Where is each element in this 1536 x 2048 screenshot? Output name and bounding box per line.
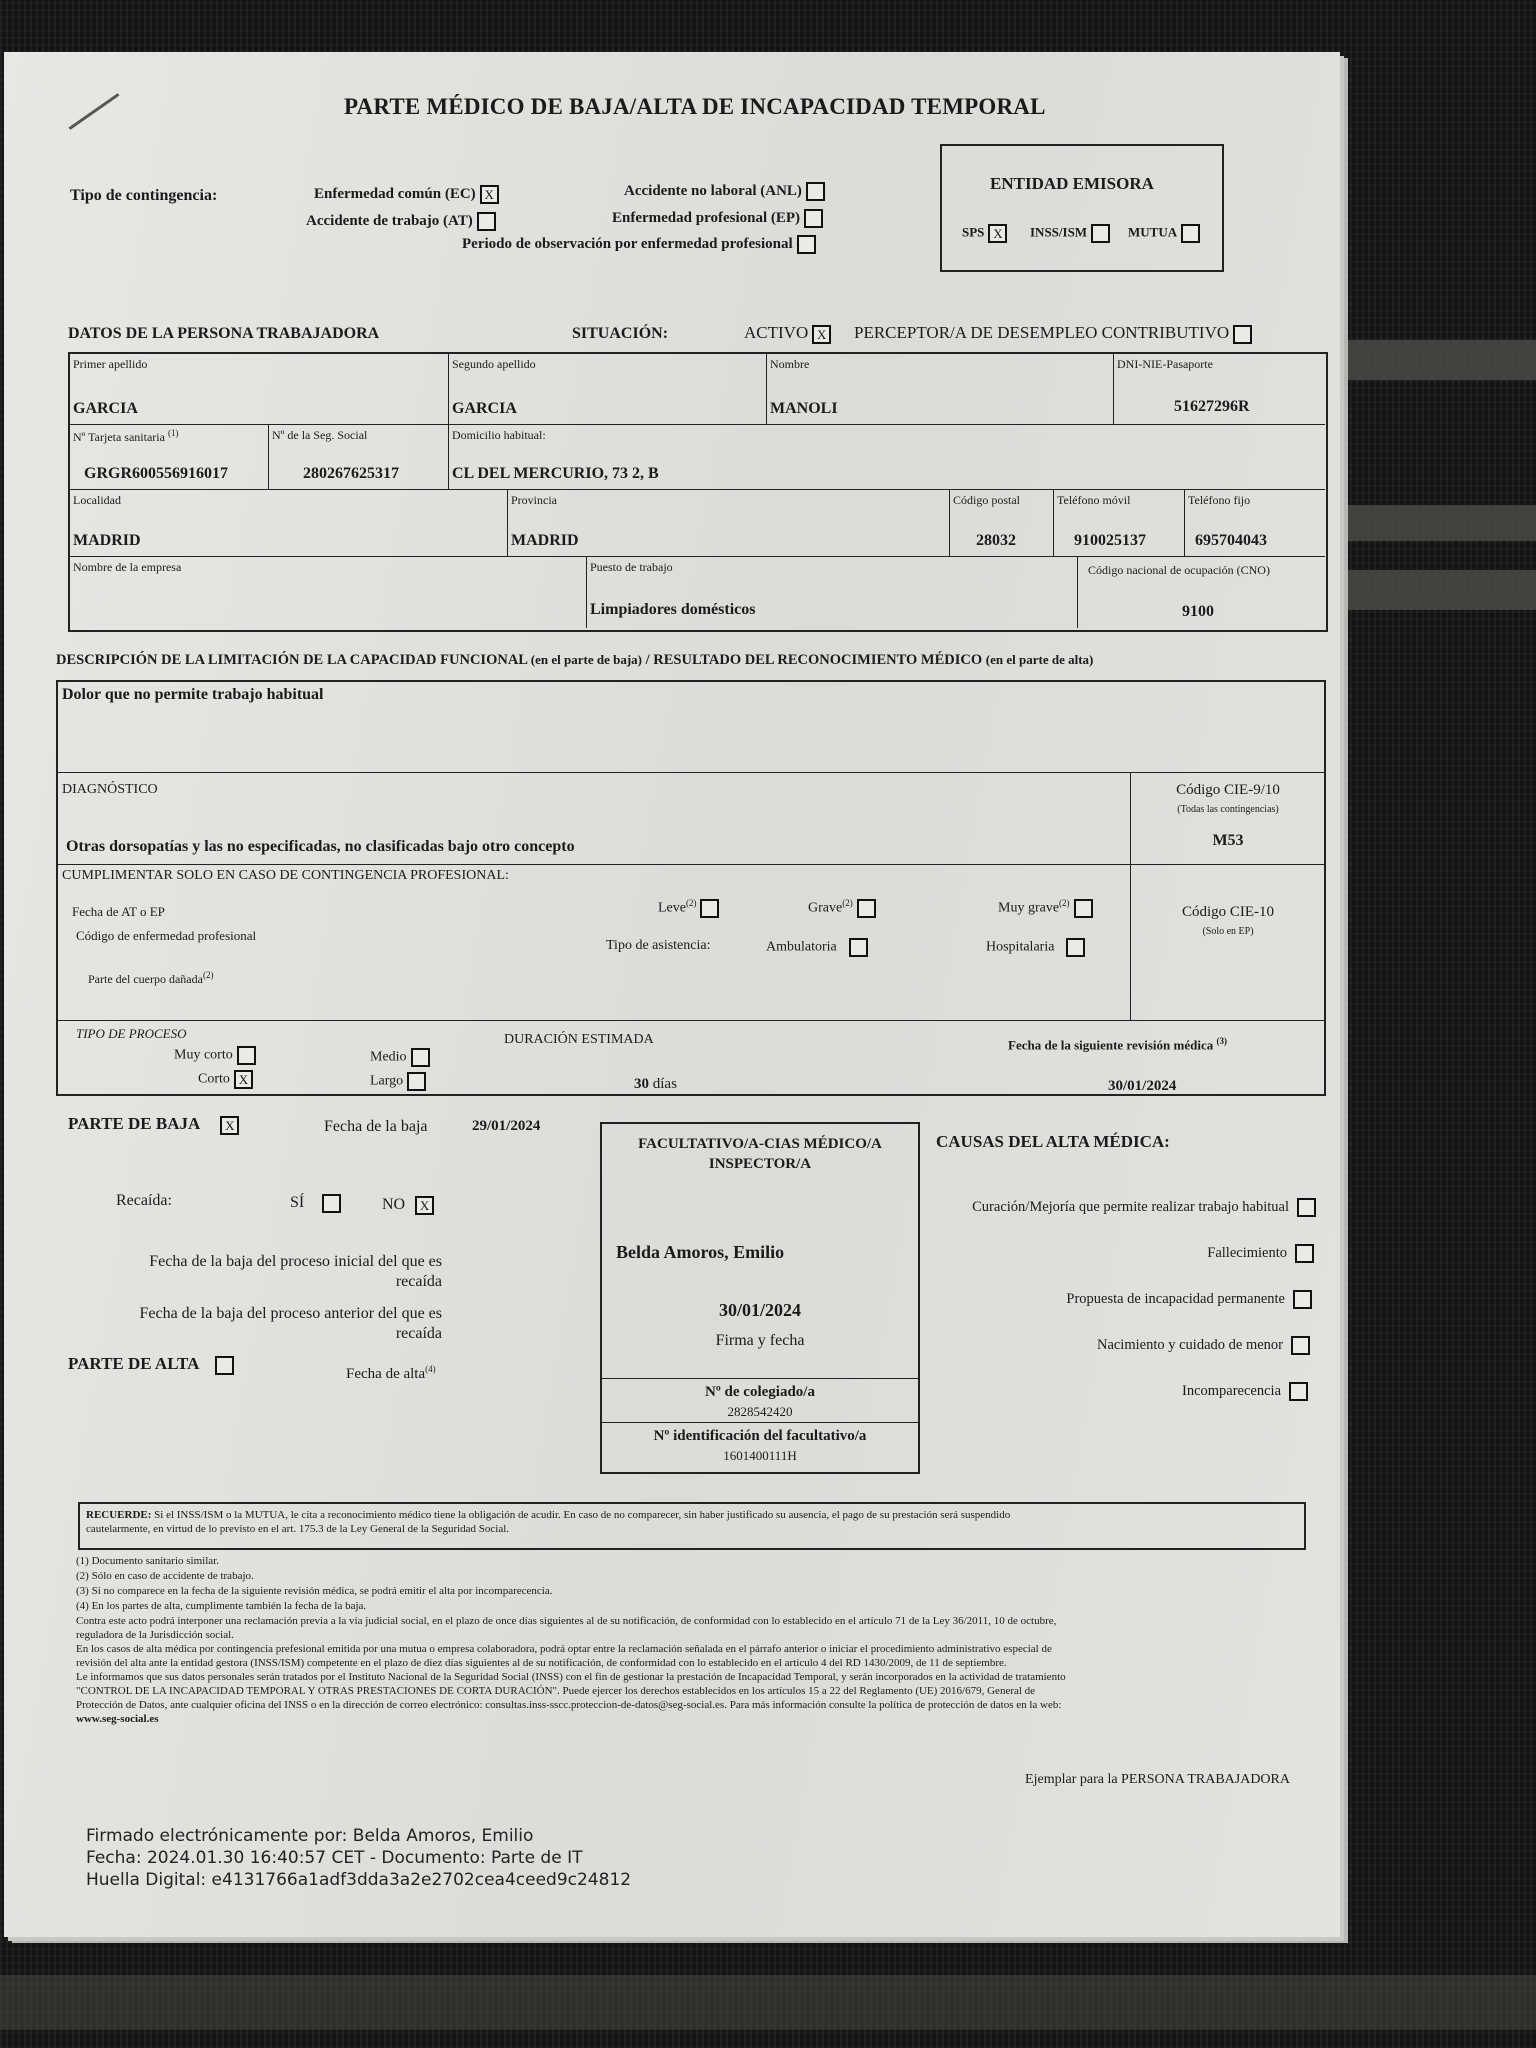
fecha-alta-label: Fecha de alta$^{(4)}$ [346, 1364, 436, 1382]
checkbox-at[interactable] [477, 212, 496, 231]
field-tarjeta-sanitaria: Nº Tarjeta sanitaria $^{(1)}$ GRGR600556916017 [70, 425, 269, 490]
field-dni: DNI-NIE-Pasaporte 51627296R [1114, 354, 1325, 425]
asistencia-ambulatoria[interactable]: Ambulatoria [766, 938, 868, 957]
checkbox-anl[interactable] [806, 182, 825, 201]
entidad-emisora-box [940, 144, 1224, 272]
diagnostico-label: DIAGNÓSTICO [62, 782, 158, 797]
footnote-3: (3) Si no comparece en la fecha de la siguiente revisión médica, se podrá emitir el alta por incomparecencia. [76, 1585, 553, 1597]
checkbox-parte-baja[interactable]: X [220, 1116, 239, 1135]
field-telefono-fijo: Teléfono fijo 695704043 [1185, 490, 1325, 557]
descripcion-title: DESCRIPCIÓN DE LA LIMITACIÓN DE LA CAPACIDAD FUNCIONAL (en el parte de baja) / RESULTADO DEL RECONOCIMIENTO MÉDICO (en el parte de alta) [56, 652, 1094, 668]
contingencia-ec[interactable]: Enfermedad común (EC) X [314, 185, 499, 204]
causa-curacion[interactable]: Curación/Mejoría que permite realizar trabajo habitual [972, 1198, 1316, 1217]
checkbox-incomparecencia[interactable] [1289, 1382, 1308, 1401]
web-link[interactable]: www.seg-social.es [76, 1713, 159, 1725]
contingencia-label: Tipo de contingencia: [70, 187, 218, 204]
legal-text-4: revisión del alta ante la entidad gestora (INSS/ISM) competente en el plazo de diez días siguientes al de su notificación, de conformidad con lo establecido en el artículo 4 del RD 1430/2009, de 11 de septiembre. [76, 1657, 1007, 1669]
duracion-label: DURACIÓN ESTIMADA [504, 1032, 654, 1047]
legal-text-2: reguladora de la Jurisdicción social. [76, 1629, 234, 1641]
causa-nacimiento[interactable]: Nacimiento y cuidado de menor [1097, 1336, 1310, 1355]
gravedad-muy-grave[interactable]: Muy grave$^{(2)}$ [998, 898, 1093, 918]
cie10-sub: (Solo en EP) [1202, 926, 1254, 937]
medical-leave-form [4, 52, 1340, 1937]
clinical-table [56, 680, 1326, 1096]
checkbox-perceptor[interactable] [1233, 325, 1252, 344]
checkbox-largo[interactable] [407, 1072, 426, 1091]
proceso-corto[interactable]: Corto X [198, 1070, 253, 1089]
checkbox-leve[interactable] [700, 899, 719, 918]
entidad-title: ENTIDAD EMISORA [990, 174, 1154, 193]
recuerde-text: RECUERDE: Si el INSS/ISM o la MUTUA, le cita a reconocimiento médico tiene la obligación de acudir. En caso de no comparecer, sin haber justificado su ausencia, el pago de su prestación será suspendido cautelarmente, en virtud de lo previsto en el art. 175.3 de la Ley General de la Seguridad Social. [86, 1509, 1011, 1535]
checkbox-ep[interactable] [804, 209, 823, 228]
field-codigo-postal: Código postal 28032 [950, 490, 1054, 557]
recuerde-box [78, 1502, 1306, 1550]
codigo-enfermedad-label: Código de enfermedad profesional [76, 928, 257, 943]
proceso-title: TIPO DE PROCESO [76, 1026, 187, 1041]
checkbox-inss[interactable] [1091, 224, 1110, 243]
recaida-no[interactable]: NO X [382, 1196, 434, 1215]
firma-electronica-line2: Fecha: 2024.01.30 16:40:57 CET - Documento: Parte de IT [86, 1848, 583, 1868]
proceso-largo[interactable]: Largo [370, 1072, 426, 1091]
diagnostico-value: Otras dorsopatías y las no especificadas, no clasificadas bajo otro concepto [66, 838, 575, 855]
footnote-1: (1) Documento sanitario similar. [76, 1555, 219, 1567]
entidad-mutua[interactable]: MUTUA [1128, 224, 1200, 243]
colegiado-value: 2828542420 [727, 1404, 793, 1419]
field-domicilio: Domicilio habitual: CL DEL MERCURIO, 73 2, B [449, 425, 1325, 490]
facultativo-title: FACULTATIVO/A-CIAS MÉDICO/A INSPECTOR/A [638, 1136, 882, 1172]
checkbox-recaida-no[interactable]: X [415, 1196, 434, 1215]
checkbox-incapacidad[interactable] [1293, 1290, 1312, 1309]
ejemplar-label: Ejemplar para la PERSONA TRABAJADORA [1025, 1772, 1290, 1787]
revision-value: 30/01/2024 [1108, 1078, 1177, 1094]
field-provincia: Provincia MADRID [508, 490, 950, 557]
legal-text-6: "CONTROL DE LA INCAPACIDAD TEMPORAL Y OTRAS PRESTACIONES DE CORTA DURACIÓN". Puede ejercer los derechos establecidos en los artículos 15 a 22 del Reglamento (UE) 2016/679, General de [76, 1685, 1036, 1697]
situacion-label: SITUACIÓN: [572, 325, 669, 342]
proceso-medio[interactable]: Medio [370, 1048, 430, 1067]
fecha-at-ep-label: Fecha de AT o EP [72, 904, 165, 919]
facultativo-date: 30/01/2024 [718, 1300, 801, 1320]
legal-text-5: Le informamos que sus datos personales serán tratados por el Instituto Nacional de la Seguridad Social (INSS) con el fin de gestionar la prestación de Incapacidad Temporal, y serán incorporados en la actividad de tratamiento [76, 1671, 1066, 1683]
proceso-muy-corto[interactable]: Muy corto [174, 1046, 256, 1065]
pen-mark [69, 93, 120, 130]
revision-label: Fecha de la siguiente revisión médica $^{(3)}$ [1008, 1036, 1227, 1053]
field-segundo-apellido: Segundo apellido GARCIA [449, 354, 767, 425]
checkbox-ec[interactable]: X [480, 185, 499, 204]
checkbox-fallecimiento[interactable] [1295, 1244, 1314, 1263]
field-puesto: Puesto de trabajo Limpiadores domésticos [587, 557, 1078, 628]
fecha-baja-anterior-label: Fecha de la baja del proceso anterior del que es recaída [139, 1305, 442, 1342]
field-cno: Código nacional de ocupación (CNO) 9100 [1088, 563, 1270, 620]
asistencia-label: Tipo de asistencia: [606, 938, 711, 953]
checkbox-sps[interactable]: X [988, 224, 1007, 243]
cie-label: Código CIE-9/10 [1176, 782, 1280, 798]
descripcion-value: Dolor que no permite trabajo habitual [62, 686, 324, 703]
fecha-baja-label: Fecha de la baja [324, 1118, 428, 1135]
recaida-si[interactable]: SÍ [290, 1194, 341, 1213]
contingencia-anl[interactable]: Accidente no laboral (ANL) [624, 182, 825, 201]
firma-electronica-line3: Huella Digital: e4131766a1adf3dda3a2e2702cea4ceed9c24812 [86, 1870, 632, 1890]
footnote-2: (2) Sólo en caso de accidente de trabajo. [76, 1570, 254, 1582]
situacion-activo[interactable]: ACTIVO X [744, 323, 831, 344]
profesional-title: CUMPLIMENTAR SOLO EN CASO DE CONTINGENCIA PROFESIONAL: [62, 868, 509, 883]
causa-fallecimiento[interactable]: Fallecimiento [1207, 1244, 1314, 1263]
legal-text-7: Protección de Datos, ante cualquier oficina del INSS o en la dirección de correo electrónico: consultas.inss-sscc.proteccion-de-datos@seg-social.es. Para más información consulte la política de protección de datos en la web: [76, 1699, 1062, 1711]
field-empresa: Nombre de la empresa [70, 557, 587, 628]
checkbox-grave[interactable] [857, 899, 876, 918]
entidad-inss[interactable]: INSS/ISM [1030, 224, 1110, 243]
contingencia-observacion[interactable]: Periodo de observación por enfermedad profesional [462, 235, 816, 254]
legal-text-3: En los casos de alta médica por contingencia prefesional emitida por una mutua o empresa colaboradora, podrá optar entre la reclamación señalada en el párrafo anterior o iniciar el procedimiento administrativo especial de [76, 1643, 1052, 1655]
situacion-perceptor[interactable]: PERCEPTOR/A DE DESEMPLEO CONTRIBUTIVO [854, 323, 1252, 344]
entidad-sps[interactable]: SPS X [962, 224, 1007, 243]
persona-table [68, 352, 1328, 632]
footnote-4: (4) En los partes de alta, cumplimente también la fecha de la baja. [76, 1600, 367, 1612]
checkbox-parte-alta[interactable] [215, 1356, 234, 1375]
contingencia-ep[interactable]: Enfermedad profesional (EP) [612, 209, 823, 228]
firma-electronica-line1: Firmado electrónicamente por: Belda Amoros, Emilio [86, 1826, 534, 1846]
cie10-label: Código CIE-10 [1181, 904, 1275, 920]
contingencia-at[interactable]: Accidente de trabajo (AT) [306, 212, 496, 231]
parte-alta[interactable]: PARTE DE ALTA [68, 1354, 234, 1375]
field-localidad: Localidad MADRID [70, 490, 508, 557]
facultativo-box [600, 1122, 920, 1474]
fecha-baja-inicial-label: Fecha de la baja del proceso inicial del que es recaída [149, 1253, 442, 1290]
field-seg-social: Nº de la Seg. Social 280267625317 [269, 425, 449, 490]
causa-incomparecencia[interactable]: Incomparecencia [1182, 1382, 1308, 1401]
field-telefono-movil: Teléfono móvil 910025137 [1054, 490, 1185, 557]
gravedad-grave[interactable]: Grave$^{(2)}$ [808, 898, 876, 918]
checkbox-nacimiento[interactable] [1291, 1336, 1310, 1355]
persona-section-title: DATOS DE LA PERSONA TRABAJADORA [68, 325, 380, 342]
facultativo-name: Belda Amoros, Emilio [616, 1242, 785, 1262]
cie-value: M53 [1212, 832, 1244, 849]
checkbox-activo[interactable]: X [812, 325, 831, 344]
colegiado-label: Nº de colegiado/a [705, 1384, 815, 1400]
duracion-value: 30 días [634, 1076, 677, 1092]
causa-incapacidad[interactable]: Propuesta de incapacidad permanente [1066, 1290, 1312, 1309]
legal-text-1: Contra este acto podrá interponer una reclamación previa a la vía judicial social, en el plazo de once días siguientes al de su notificación, de conformidad con lo establecido en el artículo 71 de la Ley 36/2011, 10 de octubre, [76, 1615, 1057, 1627]
causas-title: CAUSAS DEL ALTA MÉDICA: [936, 1132, 1170, 1151]
form-title: PARTE MÉDICO DE BAJA/ALTA DE INCAPACIDAD TEMPORAL [344, 94, 1046, 119]
checkbox-muy-corto[interactable] [237, 1046, 256, 1065]
checkbox-muy-grave[interactable] [1074, 899, 1093, 918]
checkbox-hospitalaria[interactable] [1066, 938, 1085, 957]
checkbox-observacion[interactable] [797, 235, 816, 254]
parte-cuerpo-label: Parte del cuerpo dañada$^{(2)}$ [88, 970, 214, 986]
checkbox-curacion[interactable] [1297, 1198, 1316, 1217]
checkbox-ambulatoria[interactable] [849, 938, 868, 957]
facultativo-id-label: Nº identificación del facultativo/a [653, 1428, 867, 1444]
fecha-baja-value: 29/01/2024 [472, 1118, 541, 1134]
firma-label: Firma y fecha [715, 1332, 805, 1349]
checkbox-mutua[interactable] [1181, 224, 1200, 243]
field-nombre: Nombre MANOLI [767, 354, 1114, 425]
parte-baja[interactable]: PARTE DE BAJA X [68, 1114, 239, 1135]
facultativo-id-value: 1601400111H [723, 1448, 797, 1463]
cie-sub: (Todas las contingencias) [1177, 804, 1279, 815]
asistencia-hospitalaria[interactable]: Hospitalaria [986, 938, 1085, 957]
field-primer-apellido: Primer apellido GARCIA [70, 354, 449, 425]
checkbox-corto[interactable]: X [234, 1070, 253, 1089]
checkbox-recaida-si[interactable] [322, 1194, 341, 1213]
recaida-label: Recaída: [116, 1192, 172, 1209]
checkbox-medio[interactable] [411, 1048, 430, 1067]
gravedad-leve[interactable]: Leve$^{(2)}$ [658, 898, 719, 918]
